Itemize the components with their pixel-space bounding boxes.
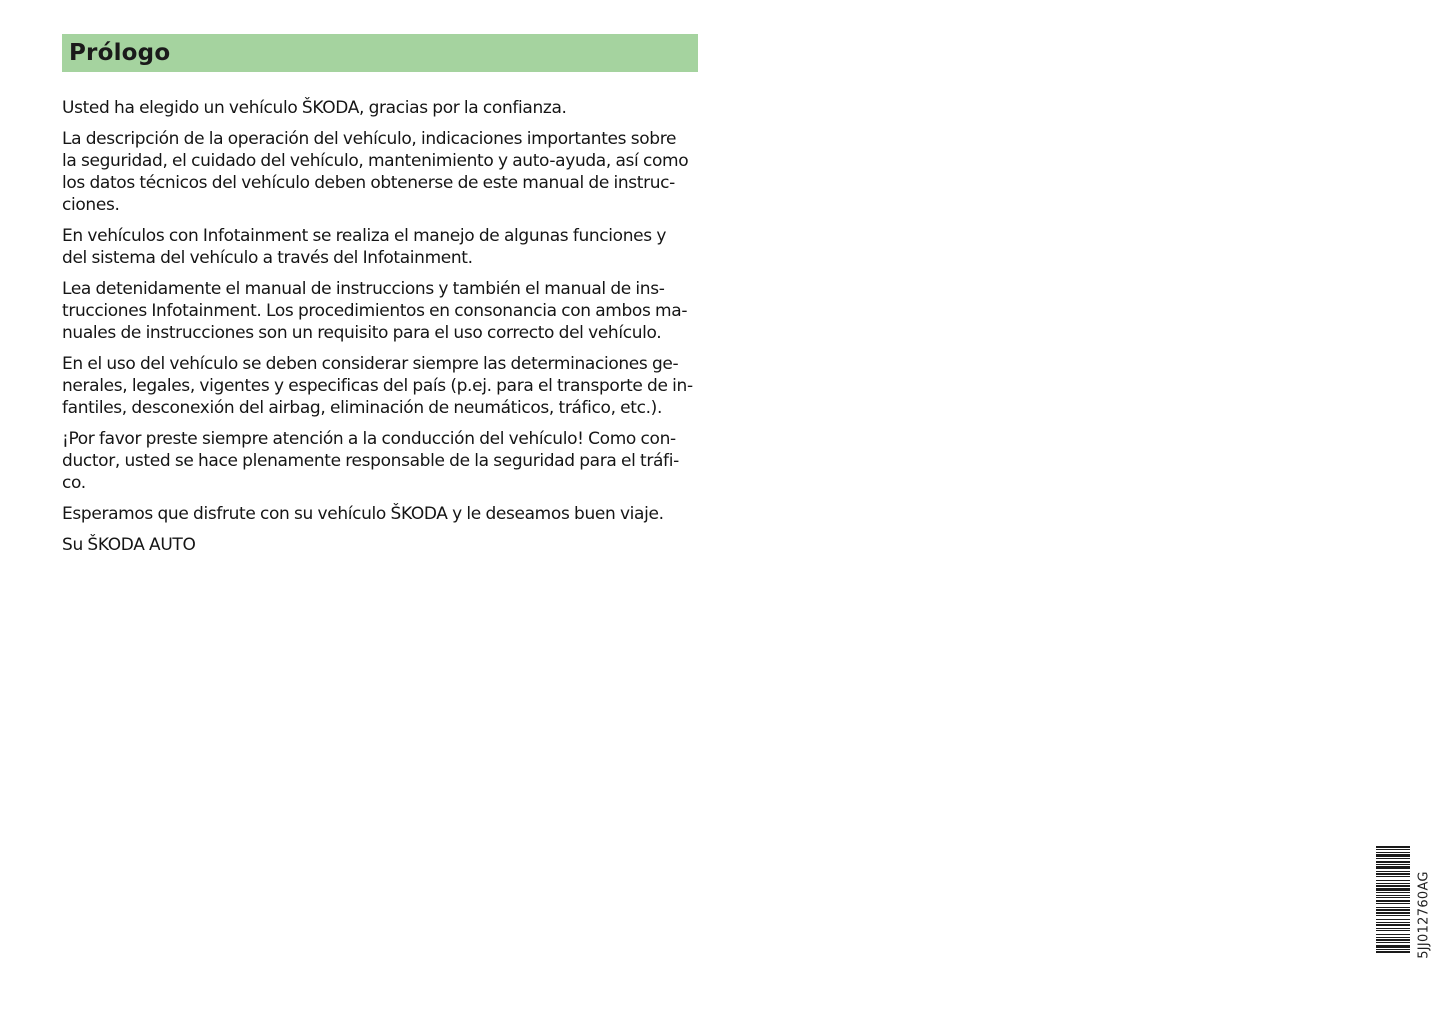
paragraph-7	[62, 503, 698, 525]
barcode-bar	[1376, 909, 1410, 911]
paragraph-5	[62, 353, 698, 419]
text-line: nuales de instrucciones son un requisito para el uso correcto del vehículo.	[62, 323, 662, 343]
barcode-bar	[1376, 866, 1410, 869]
barcode-bar	[1376, 900, 1410, 902]
paragraph-3	[62, 225, 698, 269]
text-line: ductor, usted se hace plenamente responsable de la seguridad para el tráfi-	[62, 451, 679, 471]
barcode-bar	[1376, 883, 1410, 884]
barcode-bar	[1376, 852, 1410, 853]
text-line: trucciones Infotainment. Los procedimientos en consonancia con ambos ma-	[62, 301, 688, 321]
paragraph-6	[62, 428, 698, 494]
text-line: En vehículos con Infotainment se realiza el manejo de algunas funciones y	[62, 226, 667, 246]
signature-line: Su ŠKODA AUTO	[62, 535, 196, 555]
paragraph-1	[62, 97, 698, 119]
barcode-bar	[1376, 924, 1410, 926]
barcode-bar	[1376, 937, 1410, 938]
barcode-bar	[1376, 945, 1410, 948]
barcode-bar	[1376, 873, 1410, 875]
barcode-bar	[1376, 885, 1410, 887]
barcode-bar	[1376, 880, 1410, 881]
text-line: Lea detenidamente el manual de instruccions y también el manual de ins-	[62, 279, 665, 299]
barcode-bar	[1376, 846, 1410, 848]
barcode-bar	[1376, 939, 1410, 941]
text-line: la seguridad, el cuidado del vehículo, mantenimiento y auto-ayuda, así como	[62, 151, 689, 171]
barcode-bar	[1376, 876, 1410, 877]
paragraph-2	[62, 128, 698, 216]
barcode-bar	[1376, 949, 1410, 950]
text-line: En el uso del vehículo se deben considerar siempre las determinaciones ge-	[62, 354, 679, 374]
barcode-icon	[1376, 846, 1410, 984]
barcode-bar	[1376, 903, 1410, 904]
barcode-bar	[1376, 895, 1410, 896]
text-line: fantiles, desconexión del airbag, eliminación de neumáticos, tráfico, etc.).	[62, 398, 662, 418]
barcode-bar	[1376, 951, 1410, 953]
barcode-bar	[1376, 861, 1410, 863]
barcode-bar	[1376, 934, 1410, 935]
barcode-bar	[1376, 919, 1410, 920]
barcode-code: 5JJ012760AG	[1416, 871, 1432, 959]
text-line: La descripción de la operación del vehículo, indicaciones importantes sobre	[62, 129, 677, 149]
barcode-bar	[1376, 915, 1410, 916]
paragraph-4	[62, 278, 698, 344]
prologue-text	[62, 97, 698, 565]
text-line: Usted ha elegido un vehículo ŠKODA, gracias por la confianza.	[62, 98, 567, 118]
barcode-bar	[1376, 897, 1410, 898]
barcode-bar	[1376, 912, 1410, 914]
text-line: ¡Por favor preste siempre atención a la conducción del vehículo! Como con-	[62, 429, 676, 449]
barcode-bar	[1376, 888, 1410, 891]
barcode-bar	[1376, 858, 1410, 859]
barcode-bar	[1376, 928, 1410, 929]
barcode-bar	[1376, 942, 1410, 943]
barcode-bar	[1376, 871, 1410, 872]
barcode-bar	[1376, 907, 1410, 908]
text-line: Esperamos que disfrute con su vehículo ŠKODA y le deseamos buen viaje.	[62, 504, 664, 524]
barcode-bar	[1376, 892, 1410, 893]
text-line: los datos técnicos del vehículo deben obtenerse de este manual de instruc-	[62, 173, 675, 193]
barcode-bar	[1376, 854, 1410, 857]
text-line: nerales, legales, vigentes y especificas del país (p.ej. para el transporte de in-	[62, 376, 693, 396]
section-heading-bar	[62, 34, 698, 72]
text-line: ciones.	[62, 195, 120, 215]
barcode-bar	[1376, 864, 1410, 865]
barcode-bar	[1376, 849, 1410, 850]
barcode-bar	[1376, 930, 1410, 931]
text-line: co.	[62, 473, 86, 493]
text-line: del sistema del vehículo a través del Infotainment.	[62, 248, 473, 268]
paragraph-8-signature	[62, 534, 698, 556]
page-title: Prólogo	[69, 40, 171, 66]
barcode-bar	[1376, 922, 1410, 923]
